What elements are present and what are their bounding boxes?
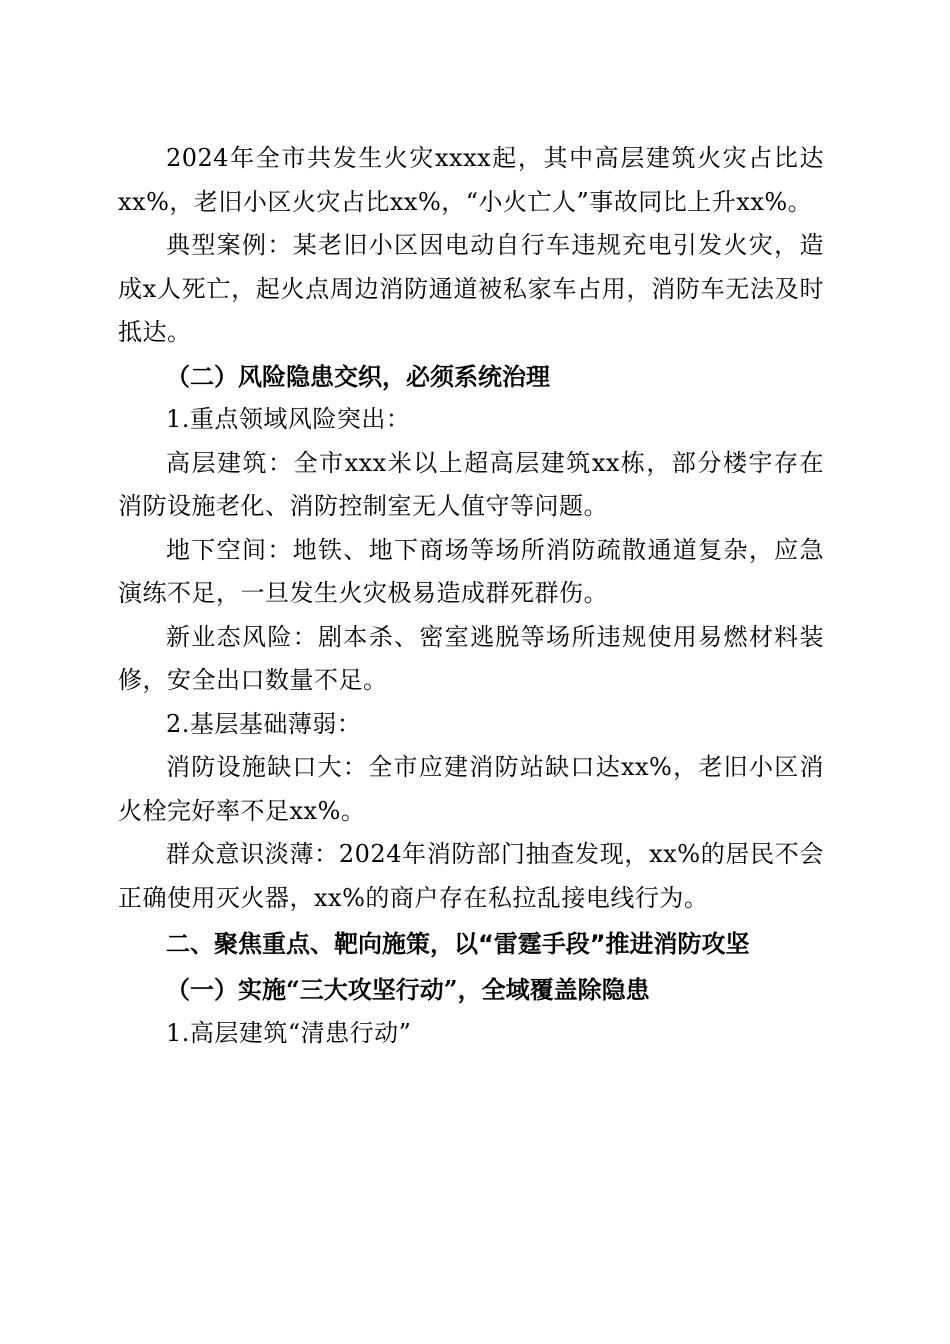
section-heading-two: 二、聚焦重点、靶向施策，以“雷霆手段”推进消防攻坚 xyxy=(166,930,750,958)
subheading-risks: （二）风险隐患交织，必须系统治理 xyxy=(166,361,550,391)
document-body xyxy=(118,137,824,1055)
paragraph-typical-case: 典型案例：某老旧小区因电动自行车违规充电引发火灾，造成x人死亡，起火点周边消防通道被私家车占用，消防车无法及时抵达。 xyxy=(118,231,824,346)
paragraph-high-rise-action: 1.高层建筑“清患行动” xyxy=(166,1018,412,1047)
paragraph-high-rise: 高层建筑：全市xxx米以上超高层建筑xx栋，部分楼宇存在消防设施老化、消防控制室无人值守等问题。 xyxy=(118,448,824,520)
paragraph-grassroots-title: 2.基层基础薄弱： xyxy=(166,709,362,738)
paragraph-facility-gap: 消防设施缺口大：全市应建消防站缺口达xx%，老旧小区消火栓完好率不足xx%。 xyxy=(118,753,824,825)
paragraph-key-risks-title: 1.重点领域风险突出： xyxy=(166,405,411,433)
subheading-three-actions: （一）实施“三大攻坚行动”，全域覆盖除隐患 xyxy=(166,975,650,1004)
paragraph-underground: 地下空间：地铁、地下商场等场所消防疏散通道复杂，应急演练不足，一旦发生火灾极易造成群死群伤。 xyxy=(118,535,824,607)
paragraph-fire-statistics: 2024年全市共发生火灾xxxx起，其中高层建筑火灾占比达xx%，老旧小区火灾占比xx%，“小火亡人”事故同比上升xx%。 xyxy=(118,144,824,216)
paragraph-public-awareness: 群众意识淡薄：2024年消防部门抽查发现，xx%的居民不会正确使用灭火器，xx%的商户存在私拉乱接电线行为。 xyxy=(118,840,824,912)
paragraph-new-business: 新业态风险：剧本杀、密室逃脱等场所违规使用易燃材料装修，安全出口数量不足。 xyxy=(118,622,824,694)
